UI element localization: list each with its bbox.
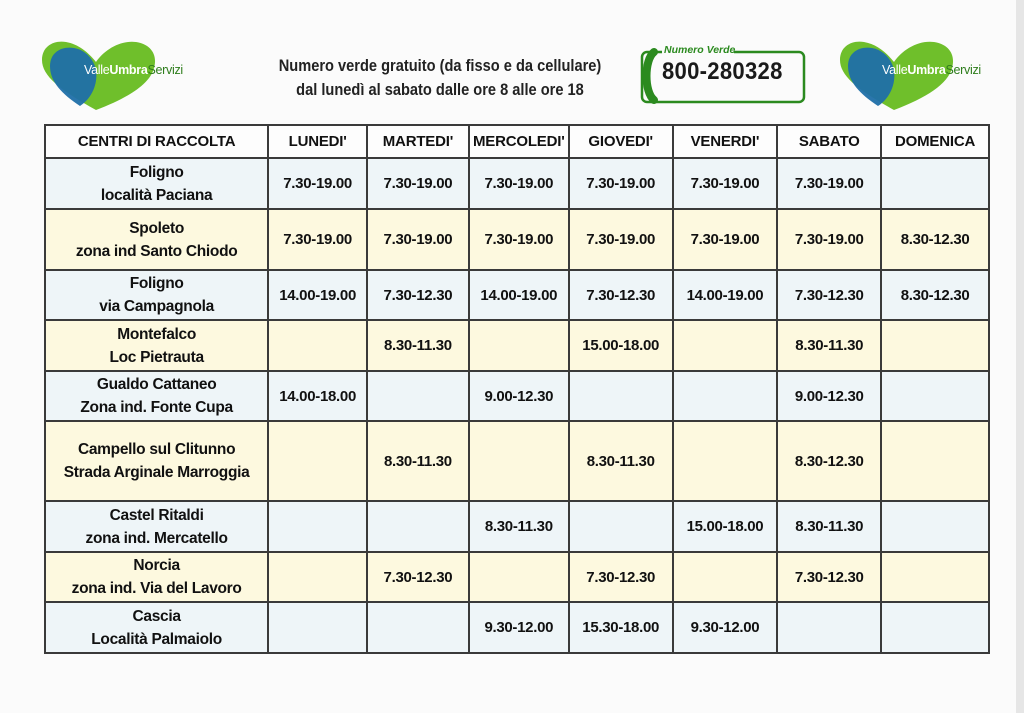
table-row bbox=[45, 421, 989, 501]
centro-name: Cascia bbox=[132, 607, 181, 625]
centro-name: Gualdo Cattaneo bbox=[96, 376, 217, 393]
centro-location: Loc Pietrauta bbox=[109, 348, 204, 366]
centro-location: zona ind. Via del Lavoro bbox=[71, 580, 242, 597]
centro-location: zona ind. Mercatello bbox=[85, 529, 228, 547]
centro-name: Castel Ritaldi bbox=[109, 506, 204, 524]
cell-centro bbox=[45, 371, 268, 421]
cell-hours: 9.30-12.00 bbox=[469, 602, 569, 653]
cell-hours: 7.30-19.00 bbox=[673, 158, 778, 209]
cell-hours: 9.00-12.30 bbox=[469, 371, 569, 421]
header-line-1: Numero verde gratuito (da fisso e da cellulare) bbox=[278, 56, 602, 75]
centro-location: Zona ind. Fonte Cupa bbox=[80, 399, 233, 416]
cell-hours: 7.30-19.00 bbox=[777, 209, 881, 270]
cell-hours bbox=[881, 602, 989, 653]
cell-hours: 8.30-11.30 bbox=[469, 501, 569, 552]
cell-hours: 7.30-19.00 bbox=[673, 209, 778, 270]
brand-word-1: Valle bbox=[84, 63, 110, 77]
numero-verde-box bbox=[640, 44, 806, 104]
cell-hours bbox=[569, 501, 673, 552]
cell-hours: 7.30-12.30 bbox=[777, 270, 881, 320]
header-sabato: SABATO bbox=[777, 125, 881, 158]
cell-hours: 8.30-11.30 bbox=[777, 320, 881, 371]
table-row bbox=[45, 320, 989, 371]
logo-brand-text bbox=[84, 63, 183, 77]
cell-centro bbox=[45, 209, 268, 270]
brand-word-3: Servizi bbox=[147, 63, 183, 77]
centro-name: Foligno bbox=[129, 275, 184, 292]
cell-hours: 7.30-12.30 bbox=[569, 270, 673, 320]
centro-name: Montefalco bbox=[117, 325, 197, 343]
cell-centro bbox=[45, 320, 268, 371]
centro-name: Spoleto bbox=[129, 219, 184, 237]
logo-brand-text bbox=[882, 63, 981, 77]
numero-verde-number: 800-280328 bbox=[662, 58, 783, 85]
cell-hours bbox=[469, 320, 569, 371]
cell-hours bbox=[469, 552, 569, 602]
centro-name: Foligno bbox=[129, 163, 184, 181]
cell-hours: 7.30-19.00 bbox=[268, 209, 367, 270]
cell-hours bbox=[268, 421, 367, 501]
table-header-row bbox=[45, 125, 989, 158]
cell-hours: 15.30-18.00 bbox=[569, 602, 673, 653]
header-giovedi: GIOVEDI' bbox=[569, 125, 673, 158]
cell-hours: 9.30-12.00 bbox=[673, 602, 778, 653]
cell-hours: 7.30-19.00 bbox=[777, 158, 881, 209]
table-row bbox=[45, 552, 989, 602]
table-row bbox=[45, 371, 989, 421]
table-row bbox=[45, 602, 989, 653]
cell-hours bbox=[367, 501, 469, 552]
table-row bbox=[45, 158, 989, 209]
cell-hours bbox=[367, 371, 469, 421]
cell-hours bbox=[673, 421, 778, 501]
table-row bbox=[45, 270, 989, 320]
cell-hours bbox=[881, 371, 989, 421]
cell-hours bbox=[673, 552, 778, 602]
table-row bbox=[45, 501, 989, 552]
cell-centro bbox=[45, 501, 268, 552]
centro-location: località Paciana bbox=[100, 186, 213, 204]
cell-hours: 8.30-12.30 bbox=[881, 209, 989, 270]
valleumbra-logo-right bbox=[838, 38, 998, 112]
cell-hours: 8.30-11.30 bbox=[569, 421, 673, 501]
cell-hours: 8.30-11.30 bbox=[367, 421, 469, 501]
centro-location: Località Palmaiolo bbox=[91, 630, 222, 648]
cell-hours: 7.30-12.30 bbox=[569, 552, 673, 602]
brand-word-2: Umbra bbox=[907, 63, 946, 77]
cell-hours: 8.30-12.30 bbox=[777, 421, 881, 501]
header-centri: CENTRI DI RACCOLTA bbox=[45, 125, 268, 158]
cell-hours bbox=[268, 501, 367, 552]
cell-centro bbox=[45, 270, 268, 320]
header-martedi: MARTEDI' bbox=[367, 125, 469, 158]
header-text bbox=[277, 54, 604, 102]
cell-hours bbox=[881, 501, 989, 552]
brand-word-2: Umbra bbox=[109, 63, 148, 77]
cell-hours bbox=[268, 552, 367, 602]
page-edge bbox=[1016, 0, 1024, 713]
cell-hours: 8.30-12.30 bbox=[881, 270, 989, 320]
cell-hours: 8.30-11.30 bbox=[367, 320, 469, 371]
cell-hours: 7.30-19.00 bbox=[367, 158, 469, 209]
cell-centro bbox=[45, 158, 268, 209]
cell-hours: 9.00-12.30 bbox=[777, 371, 881, 421]
cell-hours: 7.30-12.30 bbox=[367, 270, 469, 320]
numero-verde-label: Numero Verde bbox=[664, 44, 736, 56]
header-line-2: dal lunedì al sabato dalle ore 8 alle ore 18 bbox=[296, 80, 584, 99]
cell-hours bbox=[881, 421, 989, 501]
cell-centro bbox=[45, 552, 268, 602]
cell-hours bbox=[673, 320, 778, 371]
centro-location: via Campagnola bbox=[99, 298, 214, 315]
cell-hours bbox=[881, 320, 989, 371]
cell-hours: 7.30-19.00 bbox=[569, 158, 673, 209]
cell-hours: 14.00-19.00 bbox=[268, 270, 367, 320]
schedule-table bbox=[44, 124, 990, 654]
cell-centro bbox=[45, 421, 268, 501]
brand-word-3: Servizi bbox=[945, 63, 981, 77]
cell-hours bbox=[673, 371, 778, 421]
cell-hours bbox=[881, 552, 989, 602]
cell-hours: 8.30-11.30 bbox=[777, 501, 881, 552]
cell-hours: 7.30-19.00 bbox=[469, 209, 569, 270]
cell-hours bbox=[881, 158, 989, 209]
centro-name: Norcia bbox=[133, 557, 180, 574]
cell-hours bbox=[469, 421, 569, 501]
header-lunedi: LUNEDI' bbox=[268, 125, 367, 158]
centro-location: zona ind Santo Chiodo bbox=[75, 242, 238, 260]
header-venerdi: VENERDI' bbox=[673, 125, 778, 158]
header-domenica: DOMENICA bbox=[881, 125, 989, 158]
cell-hours: 7.30-19.00 bbox=[469, 158, 569, 209]
brand-word-1: Valle bbox=[882, 63, 908, 77]
centro-name: Campello sul Clitunno bbox=[77, 441, 236, 458]
cell-hours: 7.30-19.00 bbox=[569, 209, 673, 270]
cell-hours: 14.00-19.00 bbox=[673, 270, 778, 320]
cell-hours: 7.30-12.30 bbox=[777, 552, 881, 602]
header-mercoledi: MERCOLEDI' bbox=[469, 125, 569, 158]
cell-hours bbox=[569, 371, 673, 421]
cell-hours: 15.00-18.00 bbox=[673, 501, 778, 552]
cell-hours: 14.00-19.00 bbox=[469, 270, 569, 320]
cell-hours bbox=[268, 602, 367, 653]
cell-hours: 7.30-19.00 bbox=[268, 158, 367, 209]
cell-hours bbox=[367, 602, 469, 653]
valleumbra-logo-left bbox=[40, 38, 200, 112]
cell-hours bbox=[777, 602, 881, 653]
cell-hours: 15.00-18.00 bbox=[569, 320, 673, 371]
cell-centro bbox=[45, 602, 268, 653]
cell-hours bbox=[268, 320, 367, 371]
cell-hours: 14.00-18.00 bbox=[268, 371, 367, 421]
centro-location: Strada Arginale Marroggia bbox=[63, 464, 250, 481]
cell-hours: 7.30-19.00 bbox=[367, 209, 469, 270]
table-body bbox=[45, 158, 989, 653]
cell-hours: 7.30-12.30 bbox=[367, 552, 469, 602]
table-row bbox=[45, 209, 989, 270]
